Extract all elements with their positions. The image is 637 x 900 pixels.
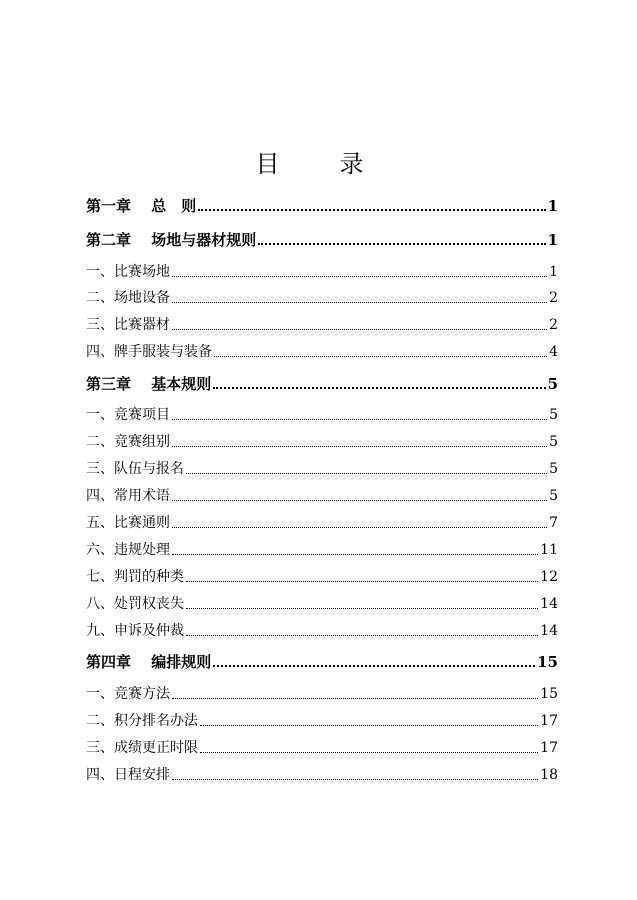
toc-entry-label: 一、比赛场地: [86, 264, 170, 280]
toc-entry-label: 四、常用术语: [86, 488, 170, 504]
toc-entry-label: 四、日程安排: [86, 767, 170, 783]
dot-leader: [186, 608, 538, 609]
dot-leader: [186, 473, 547, 474]
dot-leader: [186, 581, 538, 582]
toc-entry-label: 六、违规处理: [86, 542, 170, 558]
toc-entry-page-number: 1: [549, 264, 558, 280]
toc-section-entry[interactable]: [86, 314, 558, 334]
toc-entry-page-number: 1: [547, 197, 558, 215]
toc-entry-label: 二、场地设备: [86, 290, 170, 306]
toc-chapter-entry[interactable]: [86, 373, 558, 393]
toc-entry-page-number: 11: [540, 542, 558, 558]
dot-leader: [172, 276, 547, 277]
toc-section-entry[interactable]: [86, 764, 558, 784]
toc-entry-label: 四、牌手服装与装备: [86, 344, 212, 360]
toc-title: 目 录: [255, 150, 382, 178]
dot-leader: [258, 243, 545, 245]
toc-entry-page-number: 17: [540, 740, 558, 756]
toc-entry-page-number: 5: [549, 461, 558, 477]
toc-entry-page-number: 12: [540, 569, 558, 585]
toc-section-entry[interactable]: [86, 404, 558, 424]
toc-section-entry[interactable]: [86, 566, 558, 586]
dot-leader: [172, 302, 547, 303]
toc-entry-page-number: 15: [537, 653, 558, 671]
toc-entry-label: 七、判罚的种类: [86, 569, 184, 585]
dot-leader: [198, 209, 545, 211]
dot-leader: [172, 419, 547, 420]
toc-entry-label: 二、积分排名办法: [86, 713, 198, 729]
toc-entry-page-number: 15: [540, 686, 558, 702]
toc-section-entry[interactable]: [86, 710, 558, 730]
dot-leader: [172, 698, 538, 699]
toc-chapter-entry[interactable]: [86, 195, 558, 215]
dot-leader: [186, 635, 538, 636]
toc-section-entry[interactable]: [86, 261, 558, 281]
dot-leader: [213, 665, 535, 667]
toc-entry-label: 三、队伍与报名: [86, 461, 184, 477]
toc-section-entry[interactable]: [86, 341, 558, 361]
toc-entry-label: 九、申诉及仲裁: [86, 623, 184, 639]
toc-entry-page-number: 14: [540, 623, 558, 639]
dot-leader: [214, 356, 547, 357]
toc-entry-label: 第三章 基本规则: [86, 375, 212, 393]
toc-entry-label: 八、处罚权丧失: [86, 596, 184, 612]
toc-section-entry[interactable]: [86, 287, 558, 307]
toc-entry-page-number: 5: [549, 407, 558, 423]
toc-section-entry[interactable]: [86, 683, 558, 703]
toc-section-entry[interactable]: [86, 458, 558, 478]
toc-entry-page-number: 1: [547, 231, 558, 249]
toc-entry-label: 一、竞赛方法: [86, 686, 170, 702]
dot-leader: [172, 446, 547, 447]
toc-entry-page-number: 5: [547, 375, 558, 393]
toc-chapter-entry[interactable]: [86, 651, 558, 671]
dot-leader: [172, 554, 538, 555]
toc-entry-page-number: 18: [540, 767, 558, 783]
toc-entry-page-number: 5: [549, 488, 558, 504]
toc-entry-page-number: 5: [549, 434, 558, 450]
dot-leader: [172, 500, 547, 501]
dot-leader: [172, 527, 547, 528]
toc-entry-label: 二、竞赛组别: [86, 434, 170, 450]
toc-entry-label: 三、成绩更正时限: [86, 740, 198, 756]
toc-entry-page-number: 14: [540, 596, 558, 612]
toc-chapter-entry[interactable]: [86, 229, 558, 249]
toc-entry-label: 第一章 总 则: [86, 197, 197, 215]
toc-entry-label: 三、比赛器材: [86, 317, 170, 333]
dot-leader: [172, 779, 538, 780]
dot-leader: [213, 387, 545, 389]
dot-leader: [200, 752, 538, 753]
toc-entry-label: 一、竞赛项目: [86, 407, 170, 423]
toc-entry-label: 第二章 场地与器材规则: [86, 231, 257, 249]
toc-entry-label: 第四章 编排规则: [86, 653, 212, 671]
toc-entry-page-number: 4: [549, 344, 558, 360]
toc-section-entry[interactable]: [86, 539, 558, 559]
toc-section-entry[interactable]: [86, 431, 558, 451]
toc-entry-page-number: 2: [549, 290, 558, 306]
dot-leader: [172, 329, 547, 330]
toc-section-entry[interactable]: [86, 593, 558, 613]
toc-entry-page-number: 17: [540, 713, 558, 729]
toc-entry-label: 五、比赛通则: [86, 515, 170, 531]
toc-entry-page-number: 2: [549, 317, 558, 333]
toc-section-entry[interactable]: [86, 737, 558, 757]
toc-entry-page-number: 7: [549, 515, 558, 531]
toc-section-entry[interactable]: [86, 485, 558, 505]
dot-leader: [200, 725, 538, 726]
toc-section-entry[interactable]: [86, 512, 558, 532]
toc-section-entry[interactable]: [86, 620, 558, 640]
